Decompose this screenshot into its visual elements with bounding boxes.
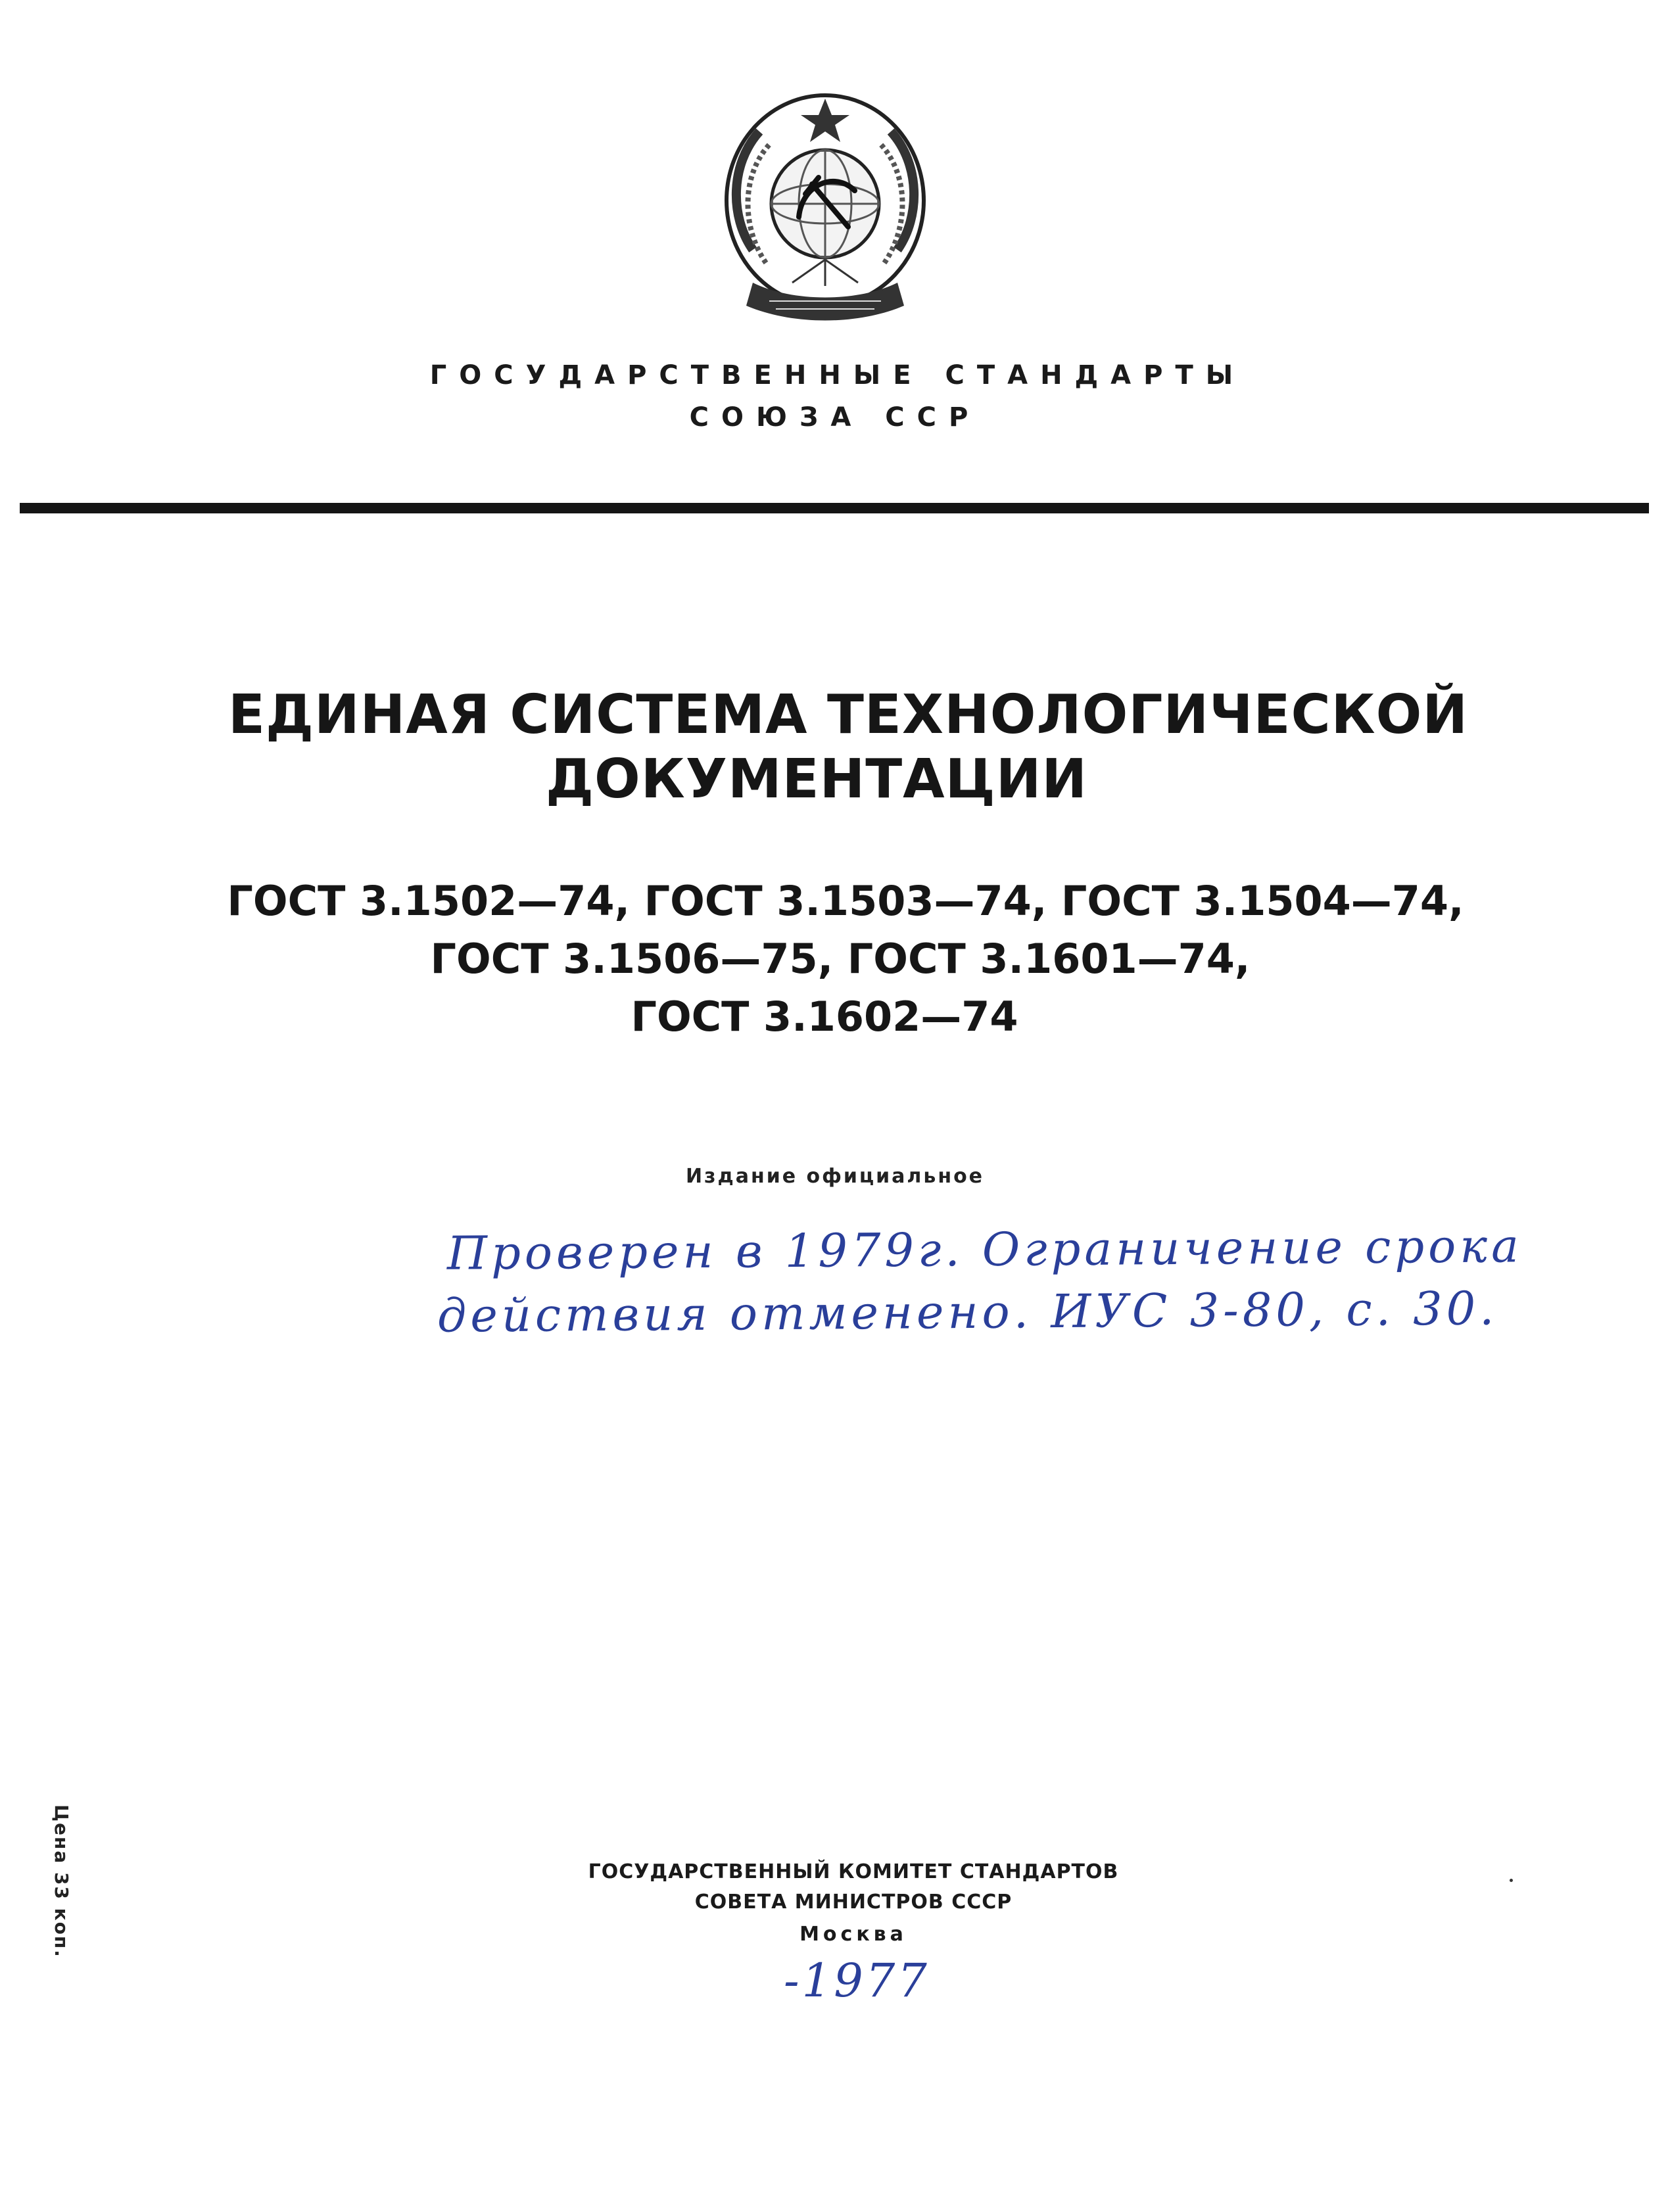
gost-numbers-line-2: ГОСТ 3.1506—75, ГОСТ 3.1601—74, xyxy=(430,935,1251,983)
publisher-city: Москва xyxy=(799,1923,907,1946)
price-label: Цена 33 коп. xyxy=(51,1804,72,1958)
series-header-line-2: СОЮЗА ССР xyxy=(689,402,981,433)
publisher-line-1: ГОСУДАРСТВЕННЫЙ КОМИТЕТ СТАНДАРТОВ xyxy=(588,1860,1119,1883)
series-header-line-1: ГОСУДАРСТВЕННЫЕ СТАНДАРТЫ xyxy=(429,360,1246,390)
handwritten-note-line-1: Проверен в 1979г. Ограничение срока xyxy=(446,1219,1523,1281)
edition-label: Издание официальное xyxy=(685,1165,985,1188)
header-divider xyxy=(20,503,1649,513)
handwritten-note-line-2: действия отменено. ИУС 3-80, с. 30. xyxy=(437,1281,1498,1343)
scan-speck xyxy=(1510,1879,1513,1882)
ussr-coat-of-arms-icon xyxy=(713,85,937,335)
publisher-line-2: СОВЕТА МИНИСТРОВ СССР xyxy=(694,1891,1013,1914)
document-title-line-1: ЕДИНАЯ СИСТЕМА ТЕХНОЛОГИЧЕСКОЙ xyxy=(227,684,1468,746)
gost-numbers-line-3: ГОСТ 3.1602—74 xyxy=(631,993,1018,1041)
handwritten-year: -1977 xyxy=(784,1954,930,2008)
gost-numbers-line-1: ГОСТ 3.1502—74, ГОСТ 3.1503—74, ГОСТ 3.1504—74, xyxy=(227,877,1464,925)
document-title-line-2: ДОКУМЕНТАЦИИ xyxy=(546,748,1087,811)
